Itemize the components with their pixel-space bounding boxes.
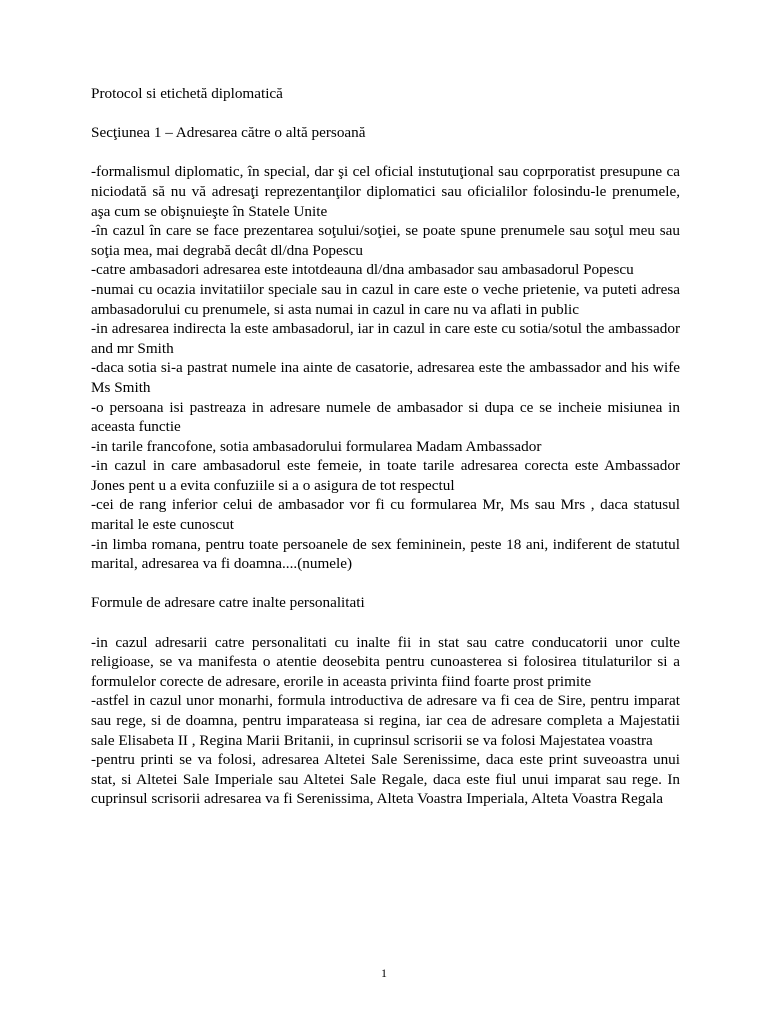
spacer — [91, 574, 680, 594]
section-1-paragraph: -formalismul diplomatic, în special, dar şi cel oficial instutuţional sau coprporatist presupune ca niciodată să nu vă adresaţi reprezentanţilor diplomatici sau oficialilor folosindu-le prenumele, aşa cum se obişnuieşte în Statele Unite — [91, 163, 680, 220]
section-1-paragraph: -în cazul în care se face prezentarea soţului/soţiei, se poate spune prenumele sau soţul meu sau soţia mea, mai degrabă decât dl/dna Popescu — [91, 222, 680, 259]
section-1-paragraph: -catre ambasadori adresarea este intotdeauna dl/dna ambasador sau ambasadorul Popescu — [91, 261, 634, 279]
section-1-paragraph: -in cazul in care ambasadorul este femeie, in toate tarile adresarea corecta este Ambassador Jones pent u a evita confuziile si a o asigura de tot respectul — [91, 457, 680, 494]
spacer — [91, 613, 680, 633]
document-title: Protocol si etichetă diplomatică — [91, 85, 283, 102]
section-1-paragraph: -o persoana isi pastreaza in adresare numele de ambasador si dupa ce se incheie misiunea in aceasta functie — [91, 398, 680, 436]
section-1-paragraph: -in adresarea indirecta la este ambasadorul, iar in cazul in care este cu sotia/sotul the ambassador and mr Smith — [91, 320, 680, 357]
document-page — [91, 84, 680, 809]
section-2-paragraph: -in cazul adresarii catre personalitati cu inalte fii in stat sau catre conducatorii unor culte religioase, se va manifesta o atentie deosebita pentru cunoasterea si folosirea titulaturilor si a formulelor corecte de adresare, erorile in aceasta privinta fiind foarte prost primite — [91, 633, 680, 690]
section-1-heading: Secţiunea 1 – Adresarea către o altă persoană — [91, 124, 366, 142]
page-number: 1 — [381, 966, 387, 980]
section-1-paragraph: -numai cu ocazia invitatiilor speciale sau in cazul in care este o veche prietenie, va puteti adresa ambasadorului cu prenumele, si asta numai in cazul in care nu va aflati in public — [91, 280, 680, 318]
section-2-heading: Formule de adresare catre inalte personalitati — [91, 594, 365, 612]
section-2-paragraph: -pentru printi se va folosi, adresarea Altetei Sale Serenissime, daca este print suveoastra unui stat, si Altetei Sale Imperiale sau Altetei Sale Regale, daca este fiul unui imparat sau rege. In cuprinsul scrisorii adresarea va fi Serenissima, Alteta Voastra Imperiala, Alteta Voastra Regala — [91, 751, 680, 808]
section-1-paragraph: -cei de rang inferior celui de ambasador vor fi cu formularea Mr, Ms sau Mrs , daca statusul marital le este cunoscut — [91, 496, 680, 534]
spacer — [91, 143, 680, 163]
spacer — [91, 104, 680, 124]
section-1-paragraph: -in tarile francofone, sotia ambasadorului formularea Madam Ambassador — [91, 437, 542, 455]
section-1-paragraph: -daca sotia si-a pastrat numele ina ainte de casatorie, adresarea este the ambassador and his wife Ms Smith — [91, 359, 680, 396]
section-2-paragraph: -astfel in cazul unor monarhi, formula introductiva de adresare va fi cea de Sire, pentru imparat sau rege, si de doamna, pentru imparateasa si regina, iar cea de adresare completa a Majestatii sale Elisabeta II , Regina Marii Britanii, in cuprinsul scrisorii se va folosi Majestatea voastra — [91, 692, 680, 749]
section-1-paragraph: -in limba romana, pentru toate persoanele de sex femininein, peste 18 ani, indiferent de statutul marital, adresarea va fi doamna....(numele) — [91, 535, 680, 573]
